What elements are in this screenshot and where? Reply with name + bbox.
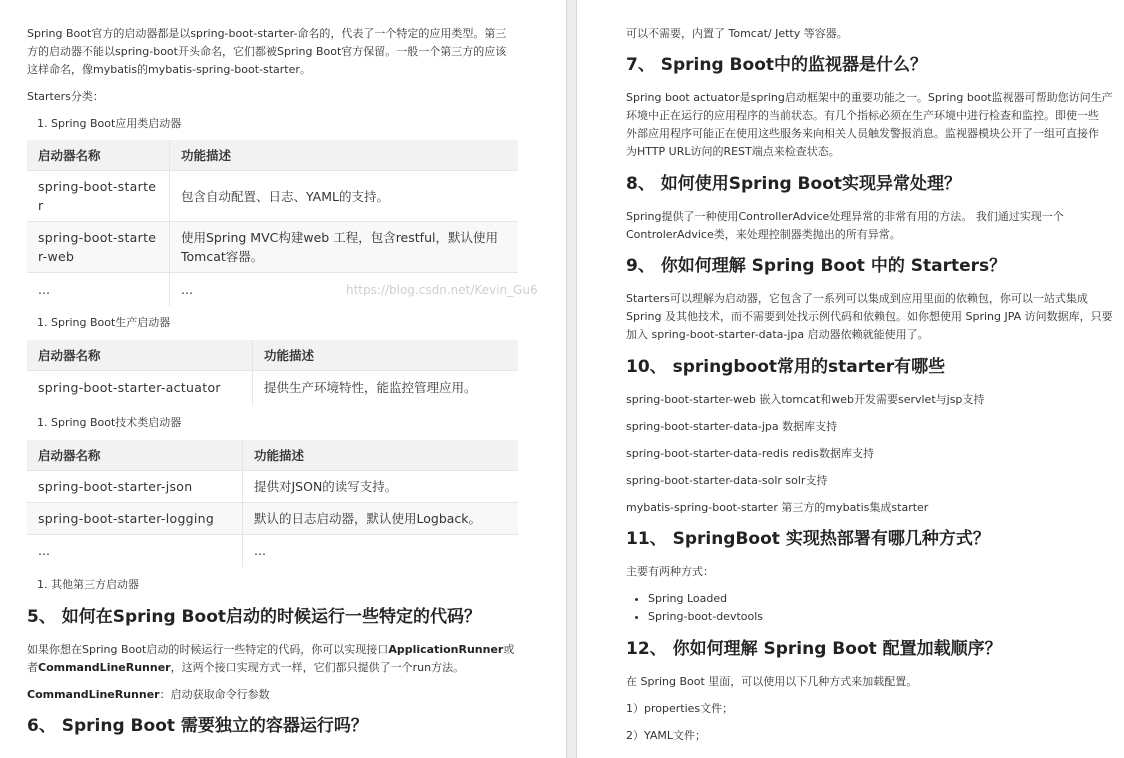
heading-q5: 5、 如何在Spring Boot启动的时候运行一些特定的代码？ [27,607,482,627]
starter-desc: 使用Spring MVC构建web 工程，包含restful，默认使用 [181,230,498,245]
intro-line-2: 方的启动器不能以spring-boot开头命名，它们都被Spring Boot官方保留。一般一个第三方的应该 [27,45,507,58]
section-production-starters: 1. Spring Boot生产启动器 [37,316,171,329]
heading-q11: 11、 SpringBoot 实现热部署有哪几种方式？ [626,529,990,549]
table-row [27,471,518,503]
starter-desc: ... [243,535,519,567]
list-item: • Spring Loaded [648,590,763,608]
starter-item: spring-boot-starter-web 嵌入tomcat和web开发需要servlet与jsp支持 [626,393,985,406]
intro-line-3: 这样命名，像mybatis的mybatis-spring-boot-starter。 [27,63,311,76]
starter-name: spring-boot-starte [38,230,157,245]
starter-desc: 提供生产环境特性，能监控管理应用。 [253,371,519,405]
q7-line-1: Spring boot actuator是spring启动框架中的重要功能之一。Spring boot监视器可帮助您访问生产 [626,91,1113,104]
q5-paragraph-line-2: 者CommandLineRunner，这两个接口实现方式一样，它们都只提供了一个run方法。 [27,661,465,674]
hot-deploy-list [626,590,763,626]
table-row [27,503,518,535]
q11-intro: 主要有两种方式： [626,565,714,578]
q5-commandlinerunner-note: CommandLineRunner：启动获取命令行参数 [27,688,270,701]
heading-q10: 10、 springboot常用的starter有哪些 [626,357,946,377]
starter-name: spring-boot-starter-json [27,471,243,503]
starter-name: ... [27,273,170,306]
section-third-party-starters: 1. 其他第三方启动器 [37,578,139,591]
table-header: 功能描述 [253,340,519,371]
q8-line-2: ControlerAdvice类，来处理控制器类抛出的所有异常。 [626,228,901,241]
table-header: 启动器名称 [27,140,170,171]
list-item: • Spring-boot-devtools [648,608,763,626]
section-tech-starters: 1. Spring Boot技术类启动器 [37,416,182,429]
starter-item: spring-boot-starter-data-redis redis数据库支持 [626,447,874,460]
section-app-starters: 1. Spring Boot应用类启动器 [37,117,182,130]
right-page [577,0,1124,758]
table-header: 启动器名称 [27,440,243,471]
starter-item: spring-boot-starter-data-jpa 数据库支持 [626,420,838,433]
starter-desc: ... [170,273,519,306]
q7-line-4: 为HTTP URL访问的REST端点来检查状态。 [626,145,840,158]
starter-desc: 提供对JSON的读写支持。 [243,471,519,503]
starter-name-cont: r-web [38,249,75,264]
heading-q8: 8、 如何使用Spring Boot实现异常处理？ [626,174,962,194]
table-header: 功能描述 [243,440,519,471]
starter-name-cont: r [38,198,44,213]
q7-line-2: 环境中正在运行的应用程序的当前状态。有几个指标必须在生产环境中进行检查和监控。即使一些 [626,109,1099,122]
starter-desc: 包含自动配置、日志、YAML的支持。 [170,171,519,222]
intro-line-1: Spring Boot官方的启动器都是以spring-boot-starter-命名的，代表了一个特定的应用类型。第三 [27,27,507,40]
q9-line-1: Starters可以理解为启动器，它包含了一系列可以集成到应用里面的依赖包，你可以一站式集成 [626,292,1088,305]
starter-name: ... [27,535,243,567]
table-row [27,171,518,222]
production-starters-table [27,340,518,405]
table-row [27,222,518,273]
table-row [27,535,518,567]
page-divider [566,0,577,758]
tech-starters-table [27,440,518,567]
starter-name: spring-boot-starter-logging [27,503,243,535]
q9-line-2: Spring 及其他技术，而不需要到处找示例代码和依赖包。如你想使用 Spring JPA 访问数据库，只要 [626,310,1113,323]
starter-item: mybatis-spring-boot-starter 第三方的mybatis集成starter [626,501,929,514]
q5-paragraph-line-1: 如果你想在Spring Boot启动的时候运行一些特定的代码，你可以实现接口ApplicationRunner或 [27,643,515,656]
table-header: 功能描述 [170,140,519,171]
heading-q12: 12、 你如何理解 Spring Boot 配置加载顺序？ [626,639,1002,659]
heading-q6: 6、 Spring Boot 需要独立的容器运行吗？ [27,716,368,736]
q6-answer: 可以不需要，内置了 Tomcat/ Jetty 等容器。 [626,27,848,40]
q12-intro: 在 Spring Boot 里面，可以使用以下几种方式来加载配置。 [626,675,918,688]
q12-item-1: 1）properties文件； [626,702,734,715]
app-starters-table [27,140,518,306]
q7-line-3: 外部应用程序可能正在使用这些服务来向相关人员触发警报消息。监视器模块公开了一组可直接作 [626,127,1099,140]
heading-q7: 7、 Spring Boot中的监视器是什么？ [626,55,928,75]
q12-item-2: 2）YAML文件； [626,729,707,742]
starter-name: spring-boot-starte [38,179,157,194]
starter-desc: 默认的日志启动器，默认使用Logback。 [243,503,519,535]
starter-item: spring-boot-starter-data-solr solr支持 [626,474,828,487]
table-header: 启动器名称 [27,340,253,371]
table-row [27,371,518,405]
heading-q9: 9、 你如何理解 Spring Boot 中的 Starters？ [626,256,1007,276]
watermark: https://blog.csdn.net/Kevin_Gu6 [346,283,538,297]
q8-line-1: Spring提供了一种使用ControllerAdvice处理异常的非常有用的方法。 我们通过实现一个 [626,210,1064,223]
starter-name: spring-boot-starter-actuator [27,371,253,405]
q9-line-3: 加入 spring-boot-starter-data-jpa 启动器依赖就能使用了。 [626,328,929,341]
starter-desc-cont: Tomcat容器。 [181,249,264,264]
starters-label: Starters分类： [27,90,104,103]
